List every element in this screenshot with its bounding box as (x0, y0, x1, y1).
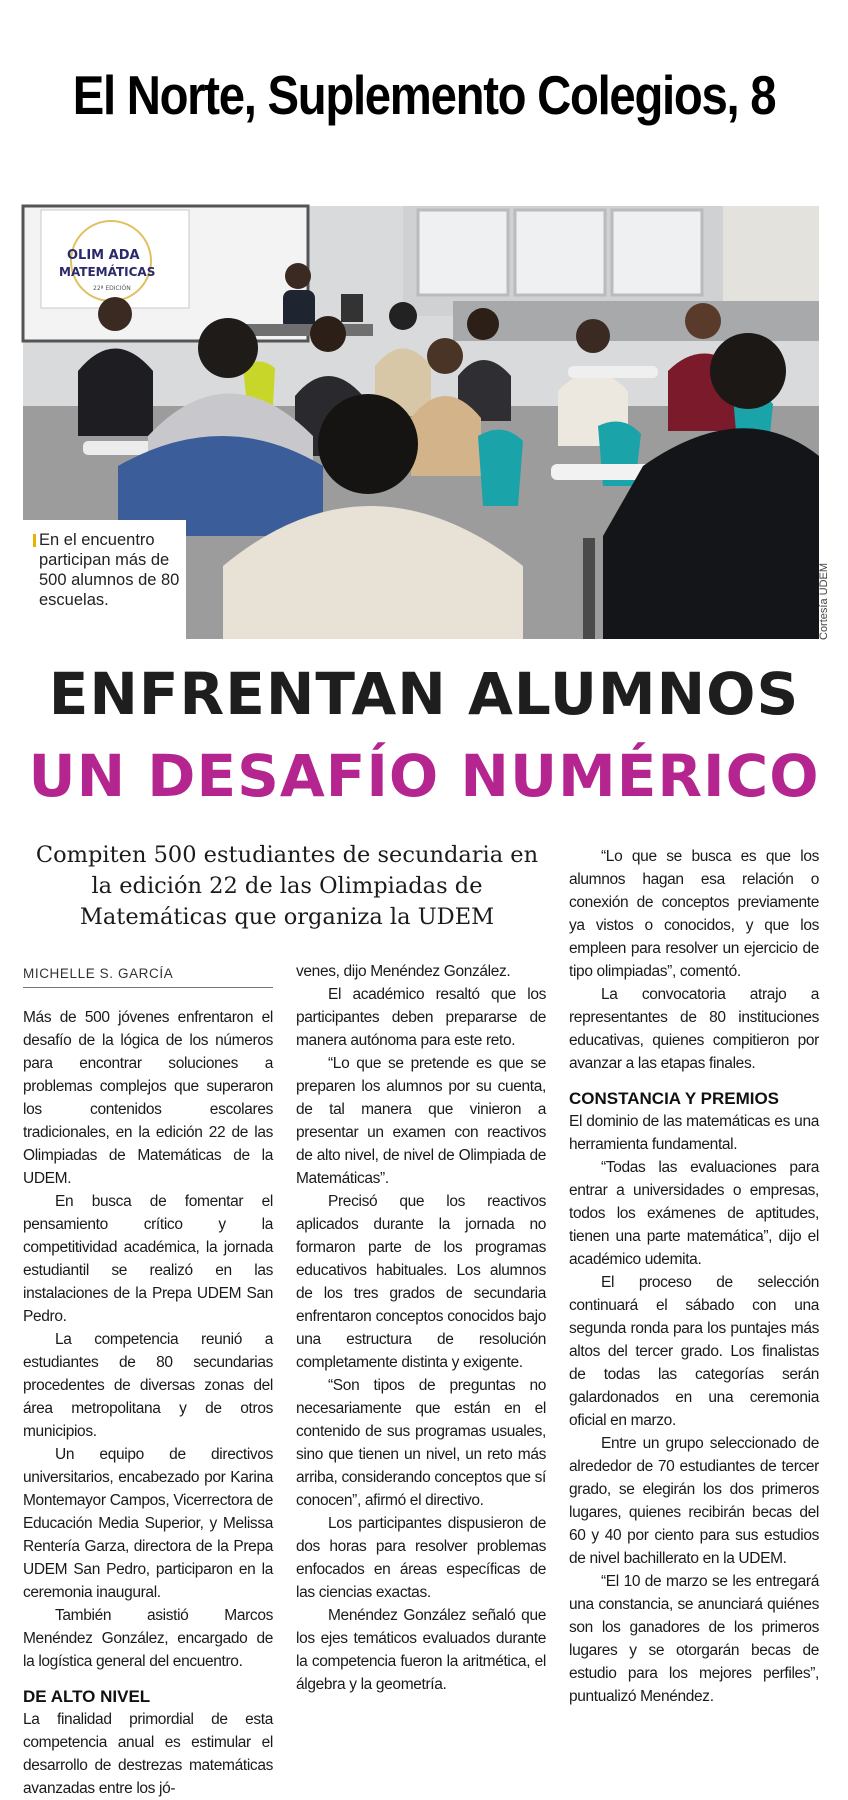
paragraph: La competencia reunió a estudiantes de 80 secundarias procedentes de diversas zonas del área metropolitana y de otros municipios. (23, 1331, 273, 1440)
paragraph: “El 10 de marzo se les entregará una constancia, se anunciará quiénes son los ganadores de los primeros lugares y se otorgarán becas de estudio para los mejores perfiles”, puntualizó Menéndez. (569, 1573, 819, 1705)
paragraph: “Todas las evaluaciones para entrar a universidades o empresas, todos los exámenes de aptitudes, tienen una parte matemática”, dijo el académico udemita. (569, 1159, 819, 1268)
photo-caption (23, 520, 186, 639)
paragraph: También asistió Marcos Menéndez González, encargado de la logística general del encuentro. (23, 1607, 273, 1670)
paragraph: Los participantes dispusieron de dos horas para resolver problemas enfocados en áreas específicas de las ciencias exactas. (296, 1515, 546, 1601)
paragraph: Menéndez González señaló que los ejes temáticos evaluados durante la competencia fueron la aritmética, el álgebra y la geometría. (296, 1607, 546, 1693)
publication-source: El Norte, Suplemento Colegios, 8 (72, 64, 776, 126)
paragraph: Un equipo de directivos universitarios, encabezado por Karina Montemayor Campos, Vicerrectora de Educación Media Superior, y Melissa Rentería Garza, directora de la Prepa UDEM San Pedro, participaron en la ceremonia inaugural. (23, 1446, 273, 1601)
subhead-constancia-premios: CONSTANCIA Y PREMIOS (569, 1089, 780, 1108)
paragraph: Más de 500 jóvenes enfrentaron el desafío de la lógica de los números para encontrar soluciones a problemas complejos que superaron los contenidos escolares tradicionales, en la edición 22 de las Olimpiadas de Matemáticas de la UDEM. (23, 1009, 273, 1187)
paragraph: El académico resaltó que los participantes deben prepararse de manera autónoma para este reto. (296, 986, 546, 1049)
paragraph: Precisó que los reactivos aplicados durante la jornada no formaron parte de los programas educativos habituales. Los alumnos de los tres grados de secundaria enfrentaron conceptos conocidos bajo una estructura de resolución completamente distinta y exigente. (296, 1193, 546, 1371)
screen-text-2: MATEMÁTICAS (59, 265, 156, 279)
subhead-alto-nivel: DE ALTO NIVEL (23, 1687, 151, 1706)
paragraph: La convocatoria atrajo a representantes de 80 instituciones educativas, quienes compitieron por avanzar a las etapas finales. (569, 986, 819, 1072)
paragraph: La finalidad primordial de esta competencia anual es estimular el desarrollo de destrezas matemáticas avanzadas entre los jó- (23, 1711, 273, 1797)
article-column-1 (23, 1006, 273, 1800)
photo-credit: Cortesía UDEM (818, 562, 830, 640)
screen-text-1: OLIM ADA (67, 248, 140, 263)
paragraph: “Lo que se pretende es que se preparen los alumnos por su cuenta, de tal manera que vinieron a presentar un examen con reactivos de alto nivel, de nivel de Olimpiada de Matemáticas”. (296, 1055, 546, 1187)
screen-text-3: 22ª EDICIÓN (93, 285, 131, 292)
paragraph: Entre un grupo seleccionado de alrededor de 70 estudiantes de tercer grado, se elegirán los dos primeros lugares, quienes recibirán becas del 60 y 40 por ciento para sus estudios de nivel bachillerato en la UDEM. (569, 1435, 819, 1567)
paragraph: “Lo que se busca es que los alumnos hagan esa relación o conexión de conceptos previamente ya vistos o conocidos, y que los empleen para resolver un ejercicio de tipo olimpiadas”, comentó. (569, 848, 819, 980)
article-column-3 (569, 845, 819, 1708)
caption-text: En el encuentro participan más de 500 alumnos de 80 escuelas. (39, 531, 180, 609)
paragraph: El dominio de las matemáticas es una herramienta fundamental. (569, 1113, 819, 1153)
paragraph: En busca de fomentar el pensamiento crítico y la competitividad académica, la jornada estudiantil se realizó en las instalaciones de la Prepa UDEM San Pedro. (23, 1193, 273, 1325)
paragraph: venes, dijo Menéndez González. (296, 963, 511, 980)
caption-marker (33, 534, 36, 547)
headline-line-1: ENFRENTAN ALUMNOS (48, 660, 800, 728)
byline: MICHELLE S. GARCÍA (23, 966, 273, 988)
article-column-2 (296, 960, 546, 1696)
paragraph: El proceso de selección continuará el sábado con una segunda ronda para los puntajes más altos del tercer grado. Los finalistas de todas las categorías serán galardonados en una ceremonia oficial en marzo. (569, 1274, 819, 1429)
headline-line-2: UN DESAFÍO NUMÉRICO (28, 742, 820, 810)
deck-subtitle: Compiten 500 estudiantes de secundaria en la edición 22 de las Olimpiadas de Matemáticas que organiza la UDEM (35, 842, 539, 930)
paragraph: “Son tipos de preguntas no necesariamente que están en el contenido de sus programas usuales, sino que tienen un nivel, un reto más arriba, considerando conceptos que sí conocen”, afirmó el directivo. (296, 1377, 546, 1509)
